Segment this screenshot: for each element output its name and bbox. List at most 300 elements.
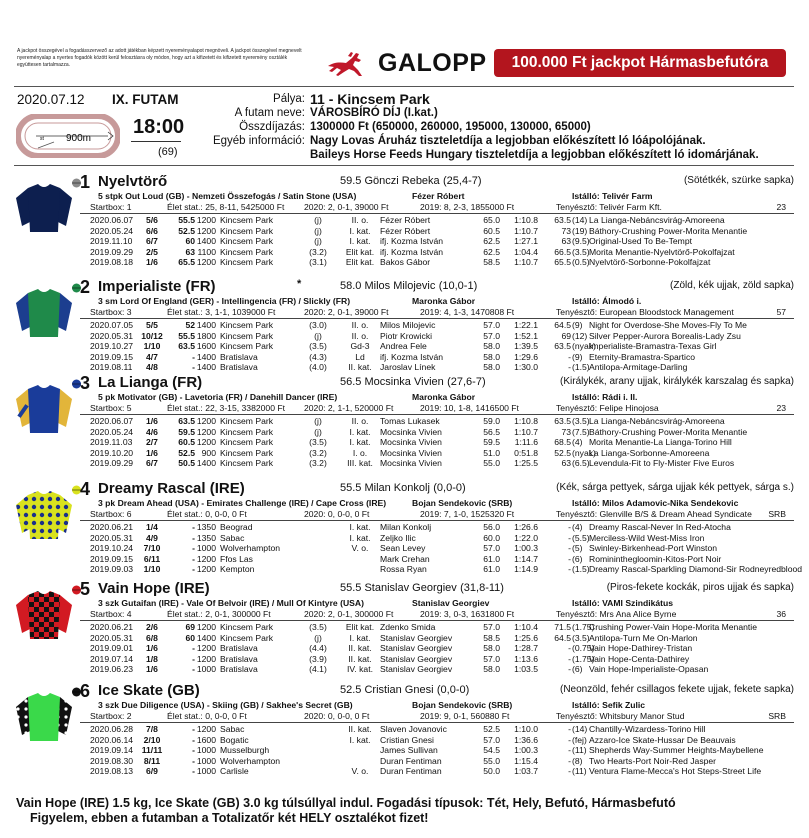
result-cell: (5.5) <box>572 532 590 543</box>
result-cell: 1200 <box>196 653 216 664</box>
result-cell: 71.5 <box>554 622 571 632</box>
stats-2019: 2019: 8, 2-3, 1855000 Ft <box>420 202 515 212</box>
result-cell: 2019.09.01 <box>90 643 134 653</box>
result-cell: 6/11 <box>143 553 161 564</box>
result-cell: 1:52.1 <box>514 330 538 341</box>
result-row <box>14 236 794 247</box>
result-cell: 66.5 <box>554 246 571 257</box>
result-cell: 1600 <box>196 341 216 351</box>
startbox: Startbox: 4 <box>90 609 132 619</box>
result-cell: - <box>568 643 571 653</box>
result-cell: - <box>568 532 571 543</box>
result-cell: V. o. <box>351 543 369 553</box>
result-cell: 1200 <box>196 564 216 574</box>
result-cell: Stanislav Georgiev <box>380 653 453 664</box>
result-cell: 1200 <box>196 225 216 236</box>
result-cell: (j) <box>314 426 322 437</box>
result-cell: Elit kat. <box>345 257 375 267</box>
result-cell: 65.5 <box>178 257 195 267</box>
result-cell: 58.0 <box>483 664 500 674</box>
result-cell: (3.1) <box>309 257 327 267</box>
divider <box>80 620 794 621</box>
owner: Fézer Róbert <box>412 191 465 201</box>
result-cell: (0.75) <box>572 643 595 653</box>
result-cell: Imperialiste-Bramastra-Texas Girl <box>589 341 717 351</box>
result-cell: ifj. Kozma István <box>380 236 444 246</box>
result-cell: 7/10 <box>143 543 161 553</box>
result-cell: 68.5 <box>554 437 571 447</box>
result-cell: II. kat. <box>348 653 372 664</box>
result-cell: - <box>192 755 195 766</box>
horse-name: Vain Hope (IRE) <box>98 580 210 597</box>
result-cell: 54.5 <box>483 745 500 755</box>
result-cell: Ventura Flame-Mecca's Hot Steps-Street Life <box>589 766 762 776</box>
divider <box>80 213 794 214</box>
result-cell: (4.0) <box>309 362 327 372</box>
result-cell: 2020.06.21 <box>90 622 134 632</box>
result-cell: 65.0 <box>483 215 500 225</box>
result-cell: 4/8 <box>146 362 158 372</box>
divider <box>80 318 794 319</box>
result-cell: 2019.10.20 <box>90 447 134 458</box>
result-cell: Kincsem Park <box>220 437 274 447</box>
result-cell: (12) <box>572 330 588 341</box>
pedigree: 3 szk Due Diligence (USA) - Skiing (GB) / Sakhee's Secret (GB) <box>98 700 353 710</box>
result-cell: (9) <box>572 351 583 362</box>
result-cell: Sabac <box>220 532 245 543</box>
result-cell: 1:22.0 <box>514 532 538 543</box>
result-cell: 2020.07.05 <box>90 320 134 330</box>
result-cell: 1:30.0 <box>514 362 538 372</box>
divider <box>14 86 794 87</box>
career-stats: Élet stat.: 0, 0-0, 0 Ft <box>167 711 247 721</box>
result-cell: (3.5) <box>309 341 327 351</box>
result-cell: 56.5 <box>483 426 500 437</box>
result-row <box>14 257 794 268</box>
result-cell: 55.5 <box>178 330 195 341</box>
result-cell: 52.5 <box>483 724 500 734</box>
race-sequence: (69) <box>158 146 178 158</box>
result-cell: ifj. Kozma István <box>380 351 444 362</box>
result-cell: Kincsem Park <box>220 341 274 351</box>
result-cell: 50.0 <box>483 766 500 776</box>
jockey-record: (0,0-0) <box>433 482 466 494</box>
result-cell: Night for Overdose-She Moves-Fly To Me <box>589 320 747 330</box>
result-cell: 63 <box>561 236 571 246</box>
result-cell: 10/12 <box>141 330 163 341</box>
result-row <box>14 247 794 258</box>
result-cell: 1:27.1 <box>514 236 538 246</box>
result-cell: 63.5 <box>178 341 195 351</box>
result-cell: (3.5) <box>572 246 590 257</box>
result-cell: - <box>192 564 195 574</box>
result-cell: 1400 <box>196 632 216 643</box>
divider <box>80 722 794 723</box>
stats-2020: 2020: 2, 0-1, 39000 Ft <box>304 202 389 212</box>
result-cell: II. o. <box>351 416 369 426</box>
result-cell: (1.5) <box>572 362 590 372</box>
jockey-name: 55.5 Stanislav Georgiev <box>340 582 457 594</box>
result-cell: 1350 <box>196 532 216 543</box>
result-cell: 1400 <box>196 362 216 372</box>
result-cell: 55.0 <box>483 755 500 766</box>
result-cell: II. o. <box>351 215 369 225</box>
result-cell: Stanislav Georgiev <box>380 664 453 674</box>
result-row <box>14 664 794 675</box>
startbox: Startbox: 3 <box>90 307 132 317</box>
result-cell: 2019.08.30 <box>90 755 134 766</box>
horse-name: Imperialiste (FR) <box>98 278 216 295</box>
result-cell: Crushing Power-Vain Hope-Morita Menantie <box>589 622 757 632</box>
career-stats: Élet stat.: 25, 8-11, 5425000 Ft <box>167 202 285 212</box>
result-cell: Beograd <box>220 522 253 532</box>
stats-2019: 2019: 3, 0-3, 1631800 Ft <box>420 609 515 619</box>
result-cell: 63.5 <box>554 416 571 426</box>
result-cell: 1/10 <box>143 341 161 351</box>
horse-number: 4 <box>80 479 91 499</box>
result-cell: (3.2) <box>309 447 327 458</box>
result-cell: (3.5) <box>309 437 327 447</box>
result-cell: 63.5 <box>554 215 571 225</box>
result-cell: (5) <box>572 543 583 553</box>
result-cell: Zdenko Smida <box>380 622 436 632</box>
silk-colors: (Zöld, kék ujjak, zöld sapka) <box>670 280 794 291</box>
result-cell: 1200 <box>196 416 216 426</box>
result-cell: (j) <box>314 236 322 246</box>
result-cell: 2/7 <box>146 437 158 447</box>
result-cell: Stanislav Georgiev <box>380 632 453 643</box>
result-cell: Dreamy Rascal-Never In Red-Atocha <box>589 522 731 532</box>
result-cell: Mocsinka Vivien <box>380 447 442 458</box>
startbox: Startbox: 2 <box>90 711 132 721</box>
result-cell: Kincsem Park <box>220 257 274 267</box>
result-row <box>14 522 794 533</box>
result-row <box>14 564 803 575</box>
rating: 36 <box>776 609 786 619</box>
result-row <box>14 724 794 735</box>
result-cell: Antilopa-Armitage-Darling <box>589 362 688 372</box>
result-cell: Bratislava <box>220 351 258 362</box>
result-cell: (4.3) <box>309 351 327 362</box>
result-cell: (3.5) <box>572 632 590 643</box>
track-distance: 900m <box>66 133 92 144</box>
horse-number: 6 <box>80 681 91 701</box>
result-cell: Kincsem Park <box>220 320 274 330</box>
horse-number: 5 <box>80 579 91 599</box>
result-cell: 57.0 <box>483 734 500 745</box>
palya-label: Pálya: <box>273 93 305 105</box>
result-cell: 57.0 <box>483 622 500 632</box>
result-row <box>14 735 794 746</box>
result-cell: 1:14.7 <box>514 553 538 564</box>
result-row <box>14 622 794 633</box>
result-cell: 2020.05.24 <box>90 225 134 236</box>
result-cell: 57.0 <box>483 320 500 330</box>
result-cell: 1:15.4 <box>514 755 538 766</box>
result-cell: 2020.06.14 <box>90 734 134 745</box>
result-cell: Milos Milojevic <box>380 320 436 330</box>
result-cell: Slaven Jovanovic <box>380 724 447 734</box>
result-cell: 1:10.7 <box>514 257 538 267</box>
career-stats: Élet stat.: 2, 0-1, 300000 Ft <box>167 609 271 619</box>
result-row <box>14 352 794 363</box>
result-cell: 2019.07.14 <box>90 653 134 664</box>
result-cell: - <box>192 553 195 564</box>
result-cell: 5/5 <box>146 320 158 330</box>
result-cell: I. kat. <box>349 632 371 643</box>
other-info-1: Nagy Lovas Áruház tiszteletdíja a legjobban előkészített ló lóápolójának. <box>310 135 706 147</box>
race-name-label: A futam neve: <box>234 107 305 119</box>
breeder: Tenyésztő: Whitsbury Manor Stud <box>556 711 685 721</box>
result-cell: 1:03.7 <box>514 766 538 776</box>
result-cell: 1200 <box>196 553 216 564</box>
result-cell: 1000 <box>196 755 216 766</box>
pedigree: 3 pk Dream Ahead (USA) - Emirates Challenge (IRE) / Cape Cross (IRE) <box>98 498 387 508</box>
result-cell: 8/11 <box>143 755 161 766</box>
result-cell: Rossa Ryan <box>380 564 427 574</box>
result-cell: 61.0 <box>483 564 500 574</box>
divider <box>131 141 181 142</box>
result-cell: 63.5 <box>178 416 195 426</box>
result-cell: 1:39.5 <box>514 341 538 351</box>
result-cell: 1200 <box>196 622 216 632</box>
result-cell: 1/10 <box>143 564 161 574</box>
stable: Istálló: VAMI Szindikátus <box>572 598 674 608</box>
result-cell: - <box>568 766 571 776</box>
result-cell: (6) <box>572 553 583 564</box>
result-cell: Vain Hope-Imperialiste-Opasan <box>589 664 709 674</box>
result-cell: II. o. <box>351 320 369 330</box>
result-cell: Swinley-Birkenhead-Port Winston <box>589 543 718 553</box>
result-cell: Shepherds Way-Summer Heights-Maybellene <box>589 745 764 755</box>
result-row <box>14 427 794 438</box>
result-cell: - <box>192 643 195 653</box>
breeder: Tenyésztő: European Bloodstock Management <box>556 307 734 317</box>
result-cell: 50.5 <box>178 458 195 468</box>
result-cell: Fézer Róbert <box>380 215 431 225</box>
result-row <box>14 654 794 665</box>
result-cell: 2019.09.29 <box>90 246 134 257</box>
result-row <box>14 633 794 644</box>
result-cell: Andrea Fele <box>380 341 427 351</box>
result-cell: Duran Fentiman <box>380 766 442 776</box>
result-cell: 1/6 <box>146 643 158 653</box>
result-cell: II. kat. <box>348 643 372 653</box>
result-cell: (j) <box>314 330 322 341</box>
result-cell: 2019.11.03 <box>90 437 133 447</box>
result-cell: (4.4) <box>309 643 327 653</box>
stats-2019: 2019: 10, 1-8, 1416500 Ft <box>420 403 519 413</box>
palya-value: 11 - Kincsem Park <box>310 91 430 107</box>
result-cell: 1:03.5 <box>514 664 538 674</box>
result-cell: 4/7 <box>146 351 158 362</box>
result-cell: 57.0 <box>483 653 500 664</box>
result-cell: 1000 <box>196 664 216 674</box>
stable: Istálló: Telivér Farm <box>572 191 653 201</box>
result-cell: II. o. <box>351 330 369 341</box>
startbox: Startbox: 6 <box>90 509 132 519</box>
jockey-name: 59.5 Gönczi Rebeka <box>340 175 440 187</box>
result-cell: 2019.08.18 <box>90 257 134 267</box>
result-cell: (9.5) <box>572 236 590 246</box>
result-cell: 58.0 <box>483 362 500 372</box>
result-cell: Kincsem Park <box>220 246 274 257</box>
result-cell: - <box>568 724 571 734</box>
result-cell: Kincsem Park <box>220 236 274 246</box>
result-cell: 2/6 <box>146 622 158 632</box>
result-cell: 1:29.6 <box>514 351 538 362</box>
horse-number: 3 <box>80 373 91 393</box>
result-cell: Chantilly-Wizardess-Torino Hill <box>589 724 706 734</box>
result-cell: 6/6 <box>146 225 158 236</box>
result-cell: - <box>192 724 195 734</box>
result-cell: Kincsem Park <box>220 622 274 632</box>
result-cell: (0.5) <box>572 257 590 267</box>
result-cell: 1000 <box>196 543 216 553</box>
owner: Bojan Sendekovic (SRB) <box>412 700 513 710</box>
result-cell: 1/6 <box>146 257 158 267</box>
result-cell: La Lianga-Sorbonne-Amoreena <box>589 447 710 458</box>
jockey-record: (10,0-1) <box>438 280 478 292</box>
result-cell: 59.0 <box>483 416 500 426</box>
result-cell: 1400 <box>196 320 216 330</box>
result-cell: 2/5 <box>146 246 158 257</box>
result-cell: - <box>568 553 571 564</box>
result-cell: Gd-3 <box>350 341 370 351</box>
result-cell: 900 <box>201 447 216 458</box>
result-cell: 58.0 <box>483 351 500 362</box>
result-cell: 51.0 <box>483 447 500 458</box>
result-cell: La Lianga-Nebáncsvirág-Amoreena <box>589 215 725 225</box>
stats-2019: 2019: 9, 0-1, 560880 Ft <box>420 711 510 721</box>
jockey-name: 55.5 Milan Konkolj <box>340 482 430 494</box>
result-cell: Kempton <box>220 564 255 574</box>
stable: Istálló: Álmodó i. <box>572 296 642 306</box>
result-cell: Nyelvtörő-Sorbonne-Pokolfajzat <box>589 257 711 267</box>
result-cell: 1:28.7 <box>514 643 538 653</box>
horse-number: 1 <box>80 172 91 192</box>
result-cell: 4/6 <box>146 426 158 437</box>
result-cell: 2020.06.07 <box>90 416 134 426</box>
result-cell: IV. kat. <box>347 664 373 674</box>
result-cell: (4) <box>572 522 583 532</box>
result-cell: (nyak) <box>572 341 596 351</box>
result-cell: 1:25.6 <box>514 632 538 643</box>
result-cell: Wolverhampton <box>220 543 281 553</box>
stats-2020: 2020: 2, 0-1, 300000 Ft <box>304 609 394 619</box>
result-cell: 6/9 <box>146 766 158 776</box>
race-name-value: VÁROSBÍRÓ DÍJ (I.kat.) <box>310 107 438 119</box>
result-cell: 1:04.4 <box>514 246 538 257</box>
result-cell: Milan Konkolj <box>380 522 432 532</box>
result-row <box>14 437 794 448</box>
result-cell: 2019.09.15 <box>90 351 134 362</box>
result-cell: (19) <box>572 225 588 236</box>
result-cell: 62.5 <box>483 236 500 246</box>
pedigree: 3 sm Lord Of England (GER) - Intellingencia (FR) / Slickly (FR) <box>98 296 351 306</box>
galopp-horse-logo-icon <box>326 50 366 78</box>
result-cell: Stanislav Georgiev <box>380 643 453 653</box>
result-cell: Kincsem Park <box>220 426 274 437</box>
result-cell: Bogatic <box>220 734 249 745</box>
jockey-name: 56.5 Mocsinka Vivien <box>340 376 444 388</box>
result-row <box>14 320 794 331</box>
result-row <box>14 215 794 226</box>
result-cell: 52 <box>185 320 195 330</box>
result-cell: - <box>568 664 571 674</box>
result-cell: - <box>192 745 195 755</box>
result-cell: 58.0 <box>483 643 500 653</box>
result-cell: Zeljko Ilic <box>380 532 416 543</box>
result-cell: (4.1) <box>309 664 327 674</box>
result-cell: 55.5 <box>178 215 195 225</box>
result-cell: (j) <box>314 215 322 225</box>
result-cell: 1:11.6 <box>514 437 538 447</box>
rating: 57 <box>776 307 786 317</box>
result-cell: - <box>192 734 195 745</box>
jackpot-banner: 100.000 Ft jackpot Hármasbefutóra <box>494 49 786 77</box>
result-cell: (nyak) <box>572 447 596 458</box>
result-cell: (7.5) <box>572 426 590 437</box>
horse-name: La Lianga (FR) <box>98 374 203 391</box>
result-cell: Kincsem Park <box>220 416 274 426</box>
result-cell: 61.0 <box>483 553 500 564</box>
result-cell: (4) <box>572 437 583 447</box>
result-cell: 1/8 <box>146 653 158 664</box>
owner: Maronka Gábor <box>412 392 476 402</box>
result-cell: - <box>568 734 571 745</box>
result-cell: - <box>192 362 195 372</box>
result-cell: - <box>568 564 571 574</box>
result-cell: Ffos Las <box>220 553 253 564</box>
result-cell: 1:10.4 <box>514 622 538 632</box>
stable: Istálló: Sefik Zulic <box>572 700 646 710</box>
result-cell: 58.0 <box>483 341 500 351</box>
rating: 23 <box>776 202 786 212</box>
result-cell: Mocsinka Vivien <box>380 458 442 468</box>
result-cell: (j) <box>314 632 322 643</box>
result-cell: 1350 <box>196 522 216 532</box>
result-cell: 60.5 <box>178 437 195 447</box>
result-cell: 63 <box>561 458 571 468</box>
stats-2019: 2019: 4, 1-3, 1470808 Ft <box>420 307 515 317</box>
pedigree: 5 pk Motivator (GB) - Lavetoria (FR) / Danehill Dancer (IRE) <box>98 392 338 402</box>
result-cell: Bratislava <box>220 664 258 674</box>
result-cell: 63.5 <box>554 341 571 351</box>
stable: Istálló: Rádi i. II. <box>572 392 638 402</box>
result-cell: 1:36.6 <box>514 734 538 745</box>
result-cell: 7/8 <box>146 724 158 734</box>
result-cell: 2019.11.10 <box>90 236 133 246</box>
stats-2020: 2020: 0, 0-0, 0 Ft <box>304 509 370 519</box>
result-cell: Carlisle <box>220 766 249 776</box>
stats-2019: 2019: 7, 1-0, 1525320 Ft <box>420 509 515 519</box>
result-cell: Antilopa-Turn Me On-Marlon <box>589 632 698 643</box>
result-cell: 2020.05.31 <box>90 532 134 543</box>
result-cell: 2020.06.21 <box>90 522 134 532</box>
footer-warning: Figyelem, ebben a futamban a Totalizatőr két HELY osztalékot fizet! <box>30 811 429 825</box>
rating: SRB <box>768 509 786 519</box>
result-row <box>14 766 794 777</box>
jackpot-notice: A jackpot összegével a fogadásszervező az adott játékban képzett nyereményalapot megnöveli. A jackpot összegével megnevelt nyereményalap a nyertes fogadók között kerül felosztásra oly módon, hogy azt a kifizetett és kifizetett nyeremény osztálék együttesen tartalmazza. <box>17 48 302 69</box>
result-cell: 1:13.6 <box>514 653 538 664</box>
result-row <box>14 745 794 756</box>
result-cell: - <box>568 543 571 553</box>
result-cell: Bratislava <box>220 653 258 664</box>
result-cell: (14) <box>572 724 588 734</box>
result-cell: I. kat. <box>349 225 371 236</box>
result-cell: 58.5 <box>483 632 500 643</box>
